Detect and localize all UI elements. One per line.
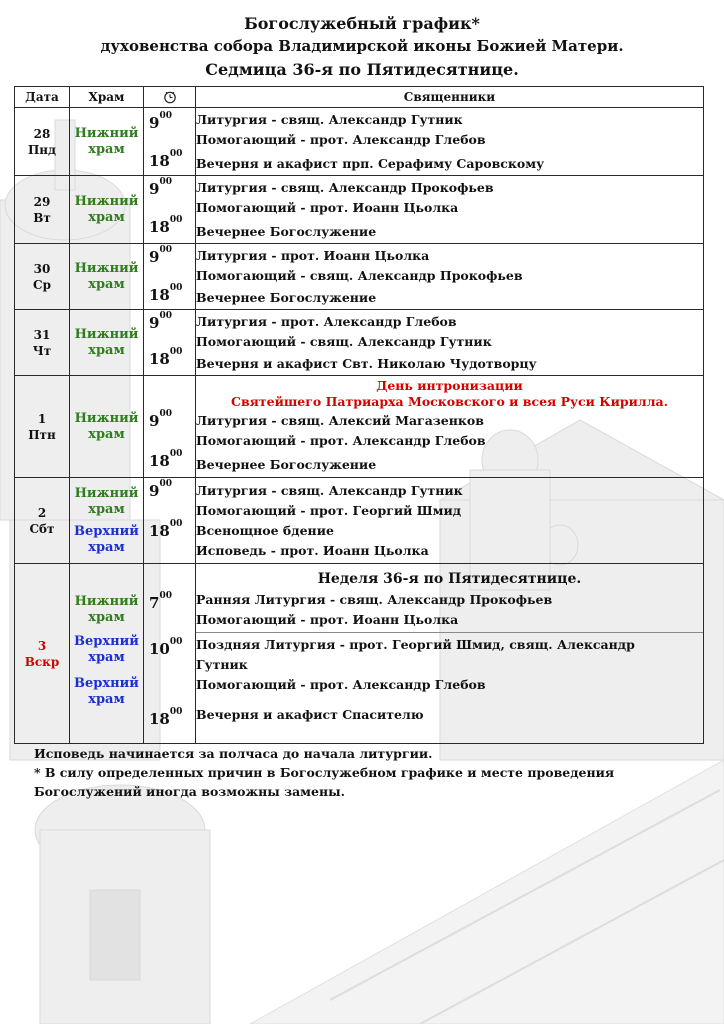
time-value: $9^{00}$ (149, 311, 172, 332)
time-cell (144, 478, 196, 564)
table-row (15, 478, 704, 564)
services-cell: Литургия - свящ. Александр Прокофьев Помогающий - прот. Иоанн Цьолка Вечернее Богослужение (196, 176, 704, 244)
services-cell: День интронизации Святейшего Патриарха Московского и всея Руси Кирилла. Литургия - свящ. Алексий Магазенков Помогающий - прот. Александр Глебов Вечернее Богослужение (196, 376, 704, 478)
services-cell: Неделя 36-я по Пятидесятнице. Ранняя Литургия - свящ. Александр Прокофьев Помогающий - прот. Иоанн Цьолка Поздняя Литургия - прот. Георгий Шмид, свящ. Александр Гутник Помогающий - прот. Александр Глебов Вечерня и акафист Спасителю (196, 564, 704, 744)
time-value: $18^{00}$ (149, 347, 183, 368)
time-value: $18^{00}$ (149, 215, 183, 236)
time-value: $9^{00}$ (149, 245, 172, 266)
temple-cell: Нижний храм (70, 310, 144, 376)
feast-title: День интронизации (376, 378, 523, 393)
time-value: $18^{00}$ (149, 149, 183, 170)
time-value: $7^{00}$ (149, 591, 172, 612)
footer-notes (34, 744, 614, 801)
table-row (15, 176, 704, 244)
time-cell (144, 564, 196, 744)
services-cell: Литургия - прот. Александр Глебов Помогающий - свящ. Александр Гутник Вечерня и акафист Свт. Николаю Чудотворцу (196, 310, 704, 376)
time-value: $10^{00}$ (149, 637, 183, 658)
time-value: $9^{00}$ (149, 111, 172, 132)
time-value: $18^{00}$ (149, 519, 183, 540)
date-cell: 28 Пнд (15, 108, 70, 176)
week-title: Седмица 36-я по Пятидесятнице. (205, 60, 519, 79)
time-value: $9^{00}$ (149, 177, 172, 198)
time-cell (144, 176, 196, 244)
services-cell: Литургия - свящ. Александр Гутник Помогающий - прот. Александр Глебов Вечерня и акафист прп. Серафиму Саровскому (196, 108, 704, 176)
table-row (15, 564, 704, 744)
time-value: $18^{00}$ (149, 707, 183, 728)
page-title: Богослужебный график* (244, 14, 480, 33)
schedule-table (14, 86, 704, 744)
disclaimer-note-cont: Богослужений иногда возможны замены. (34, 784, 346, 799)
temple-cell: Нижний храм (70, 244, 144, 310)
table-row (15, 376, 704, 478)
date-cell: 31 Чт (15, 310, 70, 376)
table-header-row (15, 87, 704, 108)
services-cell: Литургия - свящ. Александр Гутник Помогающий - прот. Георгий Шмид Всенощное бдение Исповедь - прот. Иоанн Цьолка (196, 478, 704, 564)
disclaimer-note: * В силу определенных причин в Богослужебном графике и месте проведения (34, 765, 615, 780)
temple-cell: Нижний храм (70, 108, 144, 176)
temple-cell: Нижний храм (70, 176, 144, 244)
time-cell (144, 108, 196, 176)
time-value: $18^{00}$ (149, 449, 183, 470)
temple-cell: Нижний храм Верхний храм (70, 478, 144, 564)
priests-column-header: Священники (196, 87, 704, 108)
confession-note: Исповедь начинается за полчаса до начала литургии. (34, 746, 433, 761)
time-column-header (144, 87, 196, 108)
table-row (15, 244, 704, 310)
feast-subtitle: Святейшего Патриарха Московского и всея Руси Кирилла. (231, 394, 668, 409)
time-value: $18^{00}$ (149, 283, 183, 304)
table-row (15, 108, 704, 176)
time-value: $9^{00}$ (149, 479, 172, 500)
date-cell: 2 Сбт (15, 478, 70, 564)
services-cell: Литургия - прот. Иоанн Цьолка Помогающий - свящ. Александр Прокофьев Вечернее Богослужение (196, 244, 704, 310)
page-subtitle: духовенства собора Владимирской иконы Божией Матери. (100, 37, 624, 55)
time-value: $9^{00}$ (149, 409, 172, 430)
table-row (15, 310, 704, 376)
date-cell: 29 Вт (15, 176, 70, 244)
clock-icon (163, 90, 177, 104)
time-cell (144, 310, 196, 376)
date-cell: 1 Птн (15, 376, 70, 478)
temple-cell: Нижний храм (70, 376, 144, 478)
date-column-header: Дата (15, 87, 70, 108)
temple-column-header: Храм (70, 87, 144, 108)
temple-cell: Нижний храм Верхний храм Верхний храм (70, 564, 144, 744)
date-cell: 30 Ср (15, 244, 70, 310)
date-cell: 3 Вскр (15, 564, 70, 744)
time-cell (144, 244, 196, 310)
time-cell (144, 376, 196, 478)
sunday-title: Неделя 36-я по Пятидесятнице. (317, 571, 582, 587)
